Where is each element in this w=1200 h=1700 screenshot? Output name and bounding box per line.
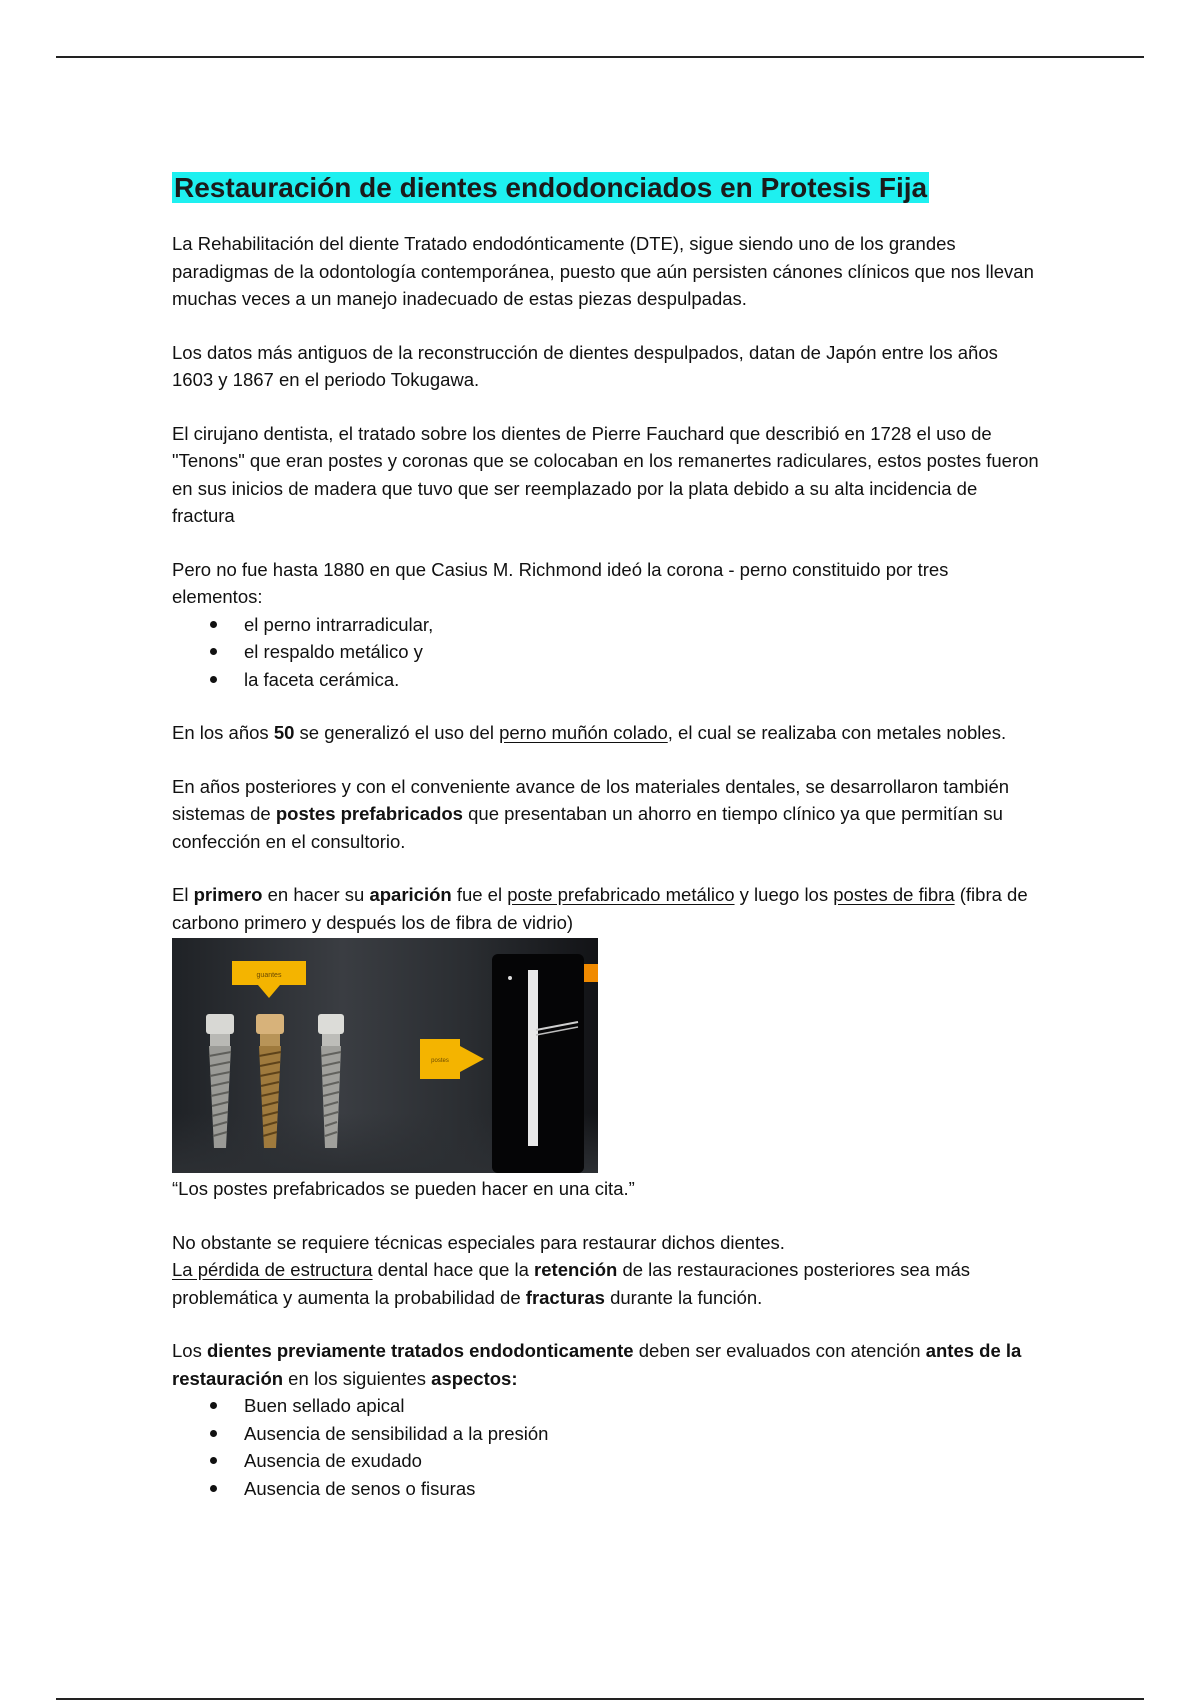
richmond-elements-list (172, 611, 1040, 694)
paragraph-fauchard: El cirujano dentista, el tratado sobre los dientes de Pierre Fauchard que describió en 1728 el uso de "Tenons" que eran postes y coronas que se colocaban en los remanertes radiculares, estos postes fueron en sus inicios de madera que tuvo que ser reemplazado por la plata debido a su alta incidencia de fractura (172, 422, 1039, 526)
figure-label-top: guantes (256, 972, 282, 979)
gold-post-icon (256, 1014, 284, 1148)
figure-label-right: postes (431, 1058, 449, 1064)
list-item: Ausencia de sensibilidad a la presión (172, 1420, 1040, 1448)
titanium-post-icon (206, 1014, 234, 1148)
paragraph-postes-prefabricados: En años posteriores y con el conveniente avance de los materiales dentales, se desarrollaron también sistemas de postes prefabricados que presentaban un ahorro en tiempo clínico ya que permitían su confección en el consultorio. (172, 775, 1010, 852)
titanium-post-icon (318, 1014, 344, 1148)
paragraph-dte: La Rehabilitación del diente Tratado endodónticamente (DTE), sigue siendo uno de los grandes paradigmas de la odontología contemporánea, puesto que aún persisten cánones clínicos que nos llevan muchas veces a un manejo inadecuado de estas piezas despulpadas. (172, 233, 1034, 309)
list-item: Ausencia de exudado (172, 1447, 1040, 1475)
document-title: Restauración de dientes endodonciados en Protesis Fija (174, 172, 928, 203)
paragraph-tokugawa: Los datos más antiguos de la reconstrucción de dientes despulpados, datan de Japón entre los años 1603 y 1867 en el periodo Tokugawa. (172, 341, 998, 390)
paragraph-perdida-estructura: La pérdida de estructura dental hace que la retención de las restauraciones posteriores sea más problemática y aumenta la probabilidad de fracturas durante la función. (172, 1259, 971, 1308)
list-item: el perno intrarradicular, (172, 611, 1040, 639)
paragraph-evaluacion: Los dientes previamente tratados endodonticamente deben ser evaluados con atención antes de la restauración en los siguientes aspectos: (172, 1340, 1022, 1389)
list-item: Ausencia de senos o fisuras (172, 1475, 1040, 1503)
dental-posts-photo (172, 938, 598, 1173)
evaluation-aspects-list (172, 1392, 1040, 1502)
document-body (172, 168, 1040, 1528)
paragraph-primero: El primero en hacer su aparición fue el poste prefabricado metálico y luego los postes de fibra (fibra de carbono primero y después los de fibra de vidrio) (172, 884, 1028, 933)
paragraph-richmond: Pero no fue hasta 1880 en que Casius M. Richmond ideó la corona - perno constituido por tres elementos: (172, 558, 949, 607)
fiber-post-panel-icon (492, 954, 598, 1173)
label-arrow-down-icon (232, 961, 306, 998)
header-rule (56, 56, 1144, 58)
paragraph-tecnicas: No obstante se requiere técnicas especiales para restaurar dichos dientes. (172, 1231, 785, 1253)
list-item: el respaldo metálico y (172, 638, 1040, 666)
list-item: Buen sellado apical (172, 1392, 1040, 1420)
paragraph-anos-50: En los años 50 se generalizó el uso del perno muñón colado, el cual se realizaba con metales nobles. (172, 722, 1007, 743)
list-item: la faceta cerámica. (172, 666, 1040, 694)
figure-caption: “Los postes prefabricados se pueden hacer en una cita.” (172, 1178, 635, 1199)
label-arrow-right-icon (420, 1039, 484, 1079)
